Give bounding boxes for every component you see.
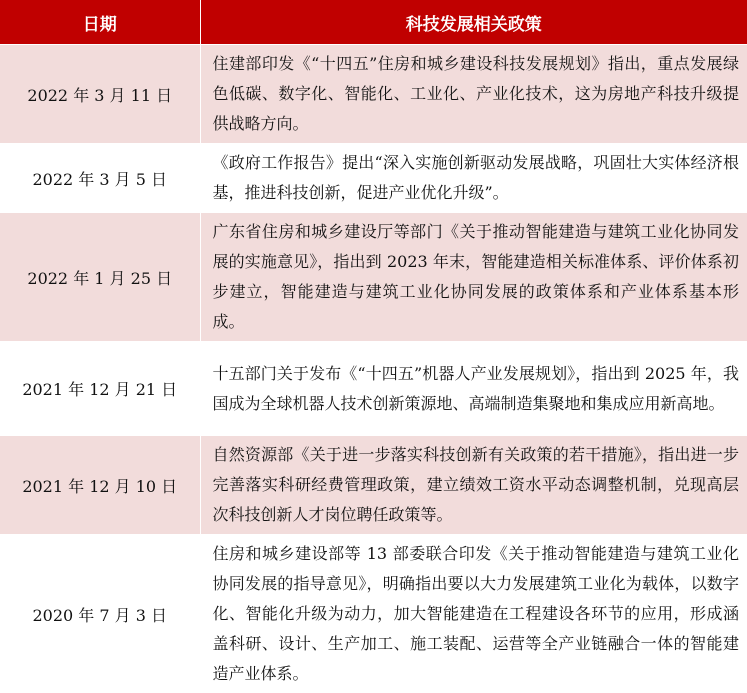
table-row [0, 45, 747, 144]
policy-cell: 十五部门关于发布《“十四五”机器人产业发展规划》，指出到 2025 年，我国成为全球机器人技术创新策源地、高端制造集聚地和集成应用新高地。 [200, 342, 747, 436]
header-date: 日期 [0, 0, 200, 45]
date-cell: 2022 年 3 月 11 日 [0, 45, 200, 144]
policy-cell: 住房和城乡建设部等 13 部委联合印发《关于推动智能建造与建筑工业化协同发展的指导意见》，明确指出要以大力发展建筑工业化为载体，以数字化、智能化升级为动力，加大智能建造在工程建设各环节的应用，形成涵盖科研、设计、生产加工、施工装配、运营等全产业链融合一体的智能建造产业体系。 [200, 535, 747, 693]
header-policy: 科技发展相关政策 [200, 0, 747, 45]
table-row [0, 342, 747, 436]
table-row [0, 144, 747, 213]
table-row [0, 535, 747, 693]
date-cell: 2021 年 12 月 10 日 [0, 436, 200, 535]
date-cell: 2022 年 1 月 25 日 [0, 213, 200, 342]
table-row [0, 213, 747, 342]
policy-cell: 住建部印发《“十四五”住房和城乡建设科技发展规划》指出，重点发展绿色低碳、数字化、智能化、工业化、产业化技术，这为房地产科技升级提供战略方向。 [200, 45, 747, 144]
date-cell: 2021 年 12 月 21 日 [0, 342, 200, 436]
date-cell: 2020 年 7 月 3 日 [0, 535, 200, 693]
policy-cell: 广东省住房和城乡建设厅等部门《关于推动智能建造与建筑工业化协同发展的实施意见》，指出到 2023 年末，智能建造相关标准体系、评价体系初步建立，智能建造与建筑工业化协同发展的政策体系和产业体系基本形成。 [200, 213, 747, 342]
policy-cell: 《政府工作报告》提出“深入实施创新驱动发展战略，巩固壮大实体经济根基，推进科技创新，促进产业优化升级”。 [200, 144, 747, 213]
date-cell: 2022 年 3 月 5 日 [0, 144, 200, 213]
table-row [0, 436, 747, 535]
header-row [0, 0, 747, 45]
policy-cell: 自然资源部《关于进一步落实科技创新有关政策的若干措施》，指出进一步完善落实科研经费管理政策，建立绩效工资水平动态调整机制，兑现高层次科技创新人才岗位聘任政策等。 [200, 436, 747, 535]
